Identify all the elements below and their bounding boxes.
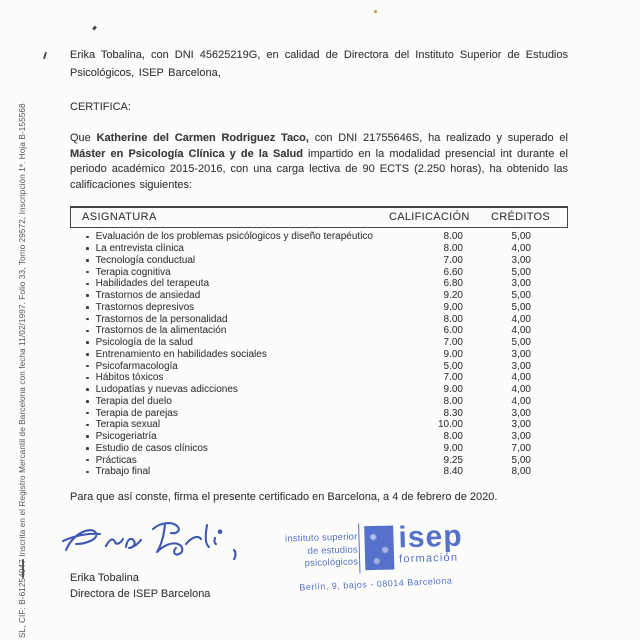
subject-name: Estudio de casos clínicos	[95, 442, 208, 454]
table-row	[70, 266, 568, 278]
column-header-asignatura: ASIGNATURA	[82, 211, 157, 223]
subject-credits: 3,00	[511, 278, 531, 290]
subject-grade: 8.40	[443, 466, 463, 478]
subject-name: Terapia de parejas	[95, 407, 178, 419]
subject-grade: 8.00	[443, 231, 463, 243]
subject-credits: 4,00	[511, 395, 531, 407]
subject-credits: 3,00	[511, 254, 531, 266]
subject-name: Prácticas	[95, 454, 137, 466]
bullet-icon	[86, 259, 89, 262]
table-row	[70, 231, 568, 243]
stamp-line-1: instituto superior	[284, 530, 358, 544]
closing-paragraph: Para que así conste, firma el presente certificado en Barcelona, a 4 de febrero de 2020.	[70, 491, 498, 503]
subject-grade: 7.00	[443, 254, 463, 266]
subject-grade: 9.00	[443, 301, 463, 313]
program-name: Máster en Psicología Clínica y de la Salud	[70, 147, 303, 160]
subject-credits: 3,00	[511, 360, 531, 372]
subject-name: Ludopatías y nuevas adicciones	[95, 384, 238, 396]
registry-note-suffix: Inscrita en el Registro Mercantil de Barcelona con fecha 11/02/1997. Folio 33, Tomo 29572, Inscripción 1ª. Hoja B-155568	[18, 103, 27, 560]
bullet-icon	[86, 353, 89, 356]
subject-name: Terapia sexual	[95, 419, 161, 431]
subject-name: Psicofarmacología	[95, 360, 178, 372]
subject-name: Terapia del duelo	[95, 395, 172, 407]
table-row	[70, 384, 568, 396]
subjects-rows	[70, 231, 568, 478]
bullet-icon	[86, 424, 89, 427]
body-seg-3: con DNI 21755646S, ha realizado y superado el	[308, 132, 568, 144]
bullet-icon	[86, 294, 89, 297]
bullet-icon	[86, 388, 89, 391]
subject-name: Tecnología conductual	[95, 254, 196, 266]
subject-grade: 7.00	[443, 337, 463, 349]
table-row	[70, 255, 568, 267]
table-row	[70, 407, 568, 419]
bullet-icon	[86, 435, 89, 438]
table-row	[70, 278, 568, 290]
table-row	[70, 454, 568, 466]
column-header-calificacion: CALIFICACIÓN	[389, 211, 470, 223]
signer-title: Directora de ISEP Barcelona	[70, 588, 211, 600]
registry-side-note	[18, 103, 27, 638]
subject-credits: 5,00	[511, 454, 531, 466]
bullet-icon	[86, 400, 89, 403]
subject-name: Trastornos depresivos	[95, 301, 195, 313]
subject-name: Terapia cognitiva	[95, 266, 171, 278]
subject-grade: 8.00	[443, 243, 463, 255]
subject-credits: 4,00	[511, 325, 531, 337]
subject-credits: 3,00	[511, 407, 531, 419]
subject-grade: 9.00	[443, 348, 463, 360]
subject-name: Evaluación de los problemas psicólogicos y diseño terapéutico	[95, 231, 373, 243]
scan-artifact	[43, 52, 47, 59]
scan-artifact	[92, 26, 97, 31]
isep-stamp	[279, 520, 471, 591]
body-seg-5: impartido en la modalidad presencial int durante el periodo académico 2015-2016, con una carga lectiva de 90 ECTS (2.250 horas), ha obtenido las calificaciones siguientes:	[70, 147, 568, 191]
table-row	[70, 325, 568, 337]
table-row	[70, 302, 568, 314]
registry-note-prefix: SL, CIF: B-6125	[18, 577, 27, 638]
scan-artifact	[374, 10, 377, 13]
subject-credits: 7,00	[511, 442, 531, 454]
bullet-icon	[86, 471, 89, 474]
subject-grade: 9.00	[443, 384, 463, 396]
subject-name: Entrenamiento en habilidades sociales	[95, 348, 267, 360]
stamp-address: Berlín, 9, bajos - 08014 Barcelona	[299, 575, 453, 593]
subject-grade: 8.00	[443, 395, 463, 407]
subject-grade: 5.00	[443, 360, 463, 372]
subject-credits: 8,00	[511, 466, 531, 478]
subject-credits: 5,00	[511, 290, 531, 302]
subject-name: Trabajo final	[95, 466, 151, 478]
bullet-icon	[86, 283, 89, 286]
grades-table	[70, 206, 568, 478]
table-row	[70, 372, 568, 384]
bullet-icon	[86, 412, 89, 415]
table-row	[70, 431, 568, 443]
registry-note-struck: 4947	[18, 559, 27, 578]
subject-name: La entrevista clínica	[95, 243, 184, 255]
table-row	[70, 243, 568, 255]
stamp-line-2: de estudios	[307, 542, 358, 556]
subject-name: Trastornos de la alimentación	[95, 325, 227, 337]
bullet-icon	[86, 306, 89, 309]
grades-table-header	[70, 206, 568, 228]
subject-grade: 8.30	[443, 407, 463, 419]
subject-grade: 9.20	[443, 290, 463, 302]
subject-credits: 4,00	[511, 384, 531, 396]
handwritten-signature	[58, 516, 243, 574]
stamp-brand-sub: formación	[398, 551, 459, 566]
stamp-institution-lines	[279, 523, 358, 570]
subject-grade: 6.60	[443, 266, 463, 278]
subject-grade: 8.00	[443, 313, 463, 325]
subject-name: Psicología de la salud	[95, 337, 193, 349]
table-row	[70, 443, 568, 455]
subject-grade: 10.00	[437, 419, 463, 431]
subject-grade: 6.00	[443, 325, 463, 337]
table-row	[70, 337, 568, 349]
bullet-icon	[86, 318, 89, 321]
stamp-brand: isep	[398, 519, 463, 555]
subject-credits: 4,00	[511, 372, 531, 384]
subject-grade: 9.00	[443, 442, 463, 454]
subject-credits: 3,00	[511, 348, 531, 360]
bullet-icon	[86, 377, 89, 380]
bullet-icon	[86, 341, 89, 344]
bullet-icon	[86, 236, 89, 239]
bullet-icon	[86, 271, 89, 274]
table-row	[70, 466, 568, 478]
subject-grade: 6.80	[443, 278, 463, 290]
subject-credits: 4,00	[511, 313, 531, 325]
bullet-icon	[86, 365, 89, 368]
signer-name: Erika Tobalina	[70, 572, 139, 584]
subject-credits: 5,00	[511, 301, 531, 313]
intro-paragraph: Erika Tobalina, con DNI 45625219G, en calidad de Directora del Instituto Superior de Estudios Psicológicos, ISEP Barcelona,	[70, 49, 568, 79]
isep-logo-icon	[364, 525, 394, 570]
bullet-icon	[86, 330, 89, 333]
table-row	[70, 396, 568, 408]
subject-credits: 5,00	[511, 231, 531, 243]
bullet-icon	[86, 247, 89, 250]
subject-name: Habilidades del terapeuta	[95, 278, 210, 290]
subject-name: Trastornos de la personalidad	[95, 313, 228, 325]
certify-label: CERTIFICA:	[70, 101, 131, 113]
stamp-line-3: psicológicos	[304, 555, 359, 568]
subject-grade: 7.00	[443, 372, 463, 384]
table-row	[70, 419, 568, 431]
bullet-icon	[86, 459, 89, 462]
table-row	[70, 290, 568, 302]
subject-credits: 4,00	[511, 243, 531, 255]
table-row	[70, 349, 568, 361]
subject-name: Trastornos de ansiedad	[95, 290, 201, 302]
subject-credits: 5,00	[511, 337, 531, 349]
table-row	[70, 313, 568, 325]
subject-credits: 3,00	[511, 431, 531, 443]
bullet-icon	[86, 447, 89, 450]
subject-name: Hábitos tóxicos	[95, 372, 164, 384]
table-row	[70, 360, 568, 372]
body-paragraph	[70, 131, 568, 193]
subject-credits: 3,00	[511, 419, 531, 431]
subject-name: Psicogeriatría	[95, 431, 157, 443]
subject-credits: 5,00	[511, 266, 531, 278]
body-seg-1: Que	[70, 132, 97, 144]
signer-block	[70, 570, 210, 602]
column-header-creditos: CRÉDITOS	[491, 211, 551, 223]
subject-grade: 9.25	[443, 454, 463, 466]
student-name: Katherine del Carmen Rodriguez Taco,	[96, 132, 309, 144]
subject-grade: 8.00	[443, 431, 463, 443]
